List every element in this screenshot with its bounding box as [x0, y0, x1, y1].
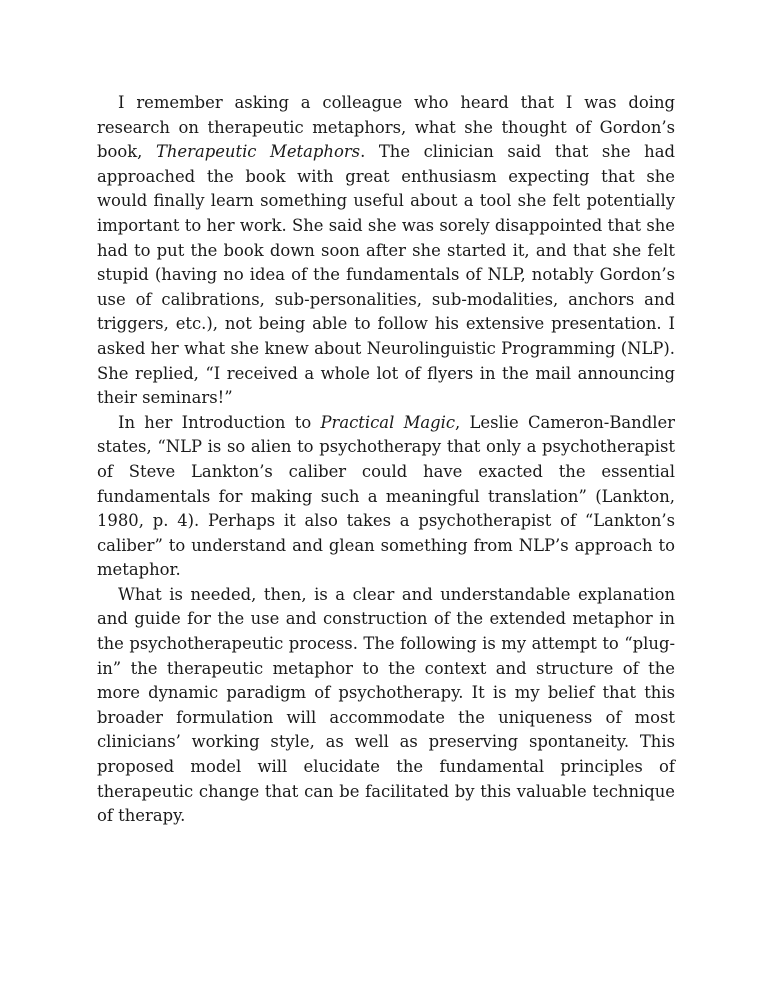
book-title-therapeutic-metaphors: Therapeutic Metaphors — [155, 142, 361, 162]
paragraph-1-text: I remember asking a colleague who heard that I was doing research on therapeutic metaphors, what she thought of Gordon’s book, — [97, 93, 675, 162]
paragraph-1-text-cont: . The clinician said that she had approached the book with great enthusiasm expecting that she would finally learn something useful about a tool she felt potentially important to her work. She said she was sorely disappointed that she had to put the book down soon after she started it, and that she felt stupid (having no idea of the fundamentals of NLP, notably Gordon’s use of calibrations, sub-personalities, sub-modalities, anchors and triggers, etc.), not being able to follow his extensive presentation. I asked her what she knew about Neurolinguistic Programming (NLP). She replied, “I received a whole lot of flyers in the mail announcing their seminars!” — [97, 142, 675, 408]
document-page — [97, 91, 675, 829]
paragraph-2 — [97, 411, 675, 583]
book-title-practical-magic: Practical Magic — [320, 412, 456, 432]
paragraph-3-text: What is needed, then, is a clear and understandable explanation and guide for the use and construction of the extended metaphor in the psychotherapeutic process. The following is my attempt to “plug-in” the therapeutic metaphor to the context and structure of the more dynamic paradigm of psychotherapy. It is my belief that this broader formulation will accommodate the uniqueness of most clinicians’ working style, as well as preserving spontaneity. This proposed model will elucidate the fundamental principles of therapeutic change that can be facilitated by this valuable technique of therapy. — [97, 584, 675, 826]
paragraph-2-text-cont: , Leslie Cameron-Bandler states, “NLP is so alien to psychotherapy that only a psychotherapist of Steve Lankton’s caliber could have exacted the essential fundamentals for making such a meaningful translation” (Lankton, 1980, p. 4). Perhaps it also takes a psychotherapist of “Lankton’s caliber” to understand and glean something from NLP’s approach to metaphor. — [97, 412, 675, 580]
paragraph-3 — [97, 583, 675, 829]
paragraph-1 — [97, 91, 675, 411]
paragraph-2-text: In her Introduction to — [118, 412, 321, 432]
